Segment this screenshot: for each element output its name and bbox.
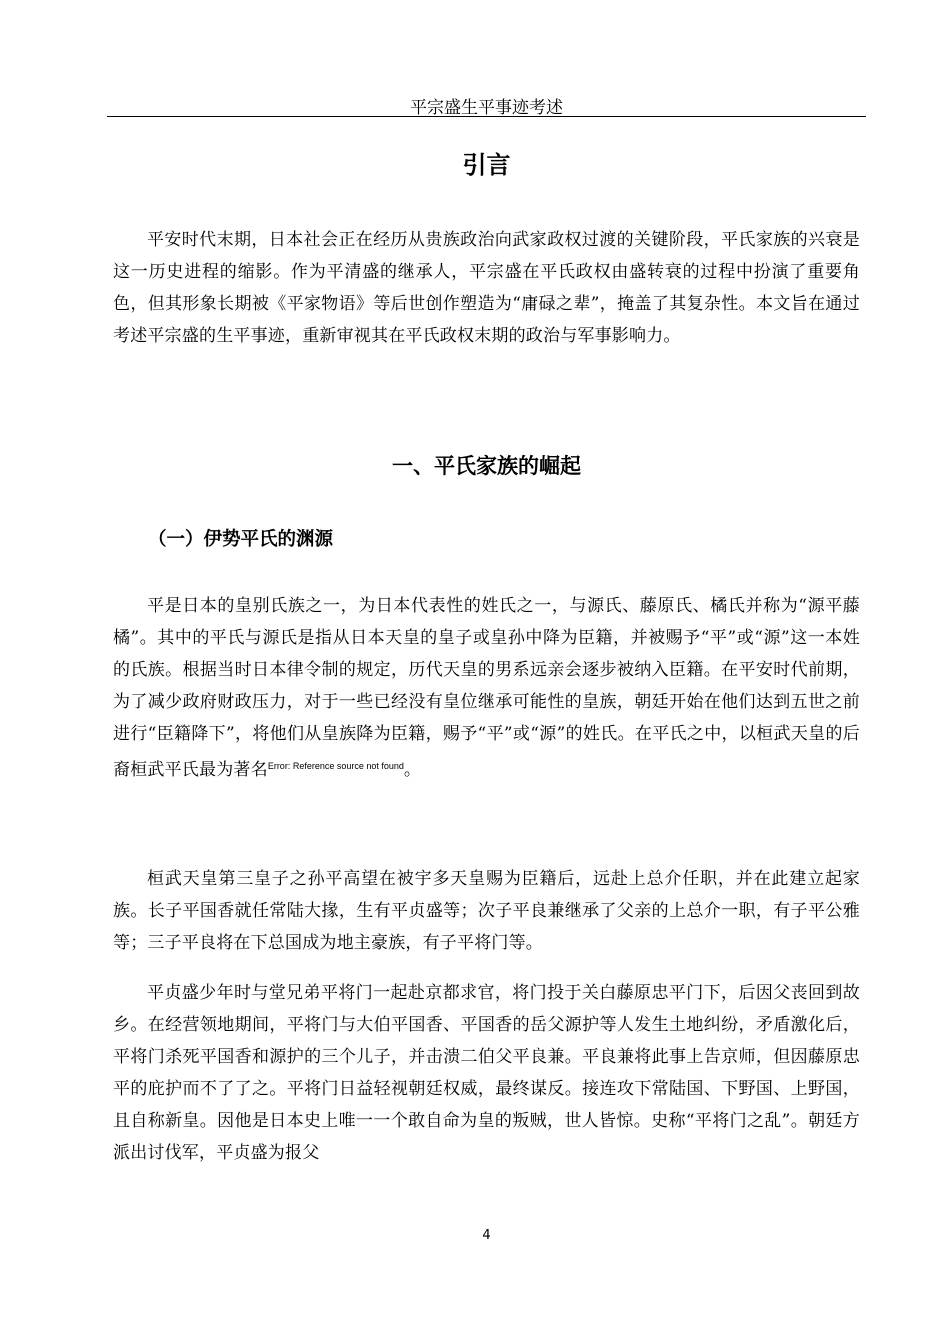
running-header: 平宗盛生平事迹考述: [410, 98, 563, 118]
page-title: 引言: [462, 151, 511, 179]
body-paragraph-1-text: 平是日本的皇别氏族之一，为日本代表性的姓氏之一，与源氏、藤原氏、橘氏并称为“源平藤橘”。其中的平氏与源氏是指从日本天皇的皇子或皇孙中降为臣籍，并被赐予“平”或“源”这一本姓的氏族。根据当时日本律令制的规定，历代天皇的男系远亲会逐步被纳入臣籍。在平安时代前期，为了减少政府财政压力，对于一些已经没有皇位继承可能性的皇族，朝廷开始在他们达到五世之前进行“臣籍降下”，将他们从皇族降为臣籍，赐予“平”或“源”的姓氏。在平氏之中，以桓武天皇的后裔桓武平氏最为著名: [113, 596, 860, 780]
body-paragraph-3: 平贞盛少年时与堂兄弟平将门一起赴京都求官，将门投于关白藤原忠平门下，后因父丧回到故乡。在经营领地期间，平将门与大伯平国香、平国香的岳父源护等人发生土地纠纷，矛盾激化后，平将门杀死平国香和源护的三个儿子，并击溃二伯父平良兼。平良兼将此事上告京师，但因藤原忠平的庇护而不了了之。平将门日益轻视朝廷权威，最终谋反。接连攻下常陆国、下野国、上野国，且自称新皇。因他是日本史上唯一一个敢自命为皇的叛贼，世人皆惊。史称“平将门之乱”。朝廷方派出讨伐军，平贞盛为报父: [113, 983, 860, 1163]
intro-paragraph: 平安时代末期，日本社会正在经历从贵族政治向武家政权过渡的关键阶段，平氏家族的兴衰是这一历史进程的缩影。作为平清盛的继承人，平宗盛在平氏政权由盛转衰的过程中扮演了重要角色，但其形象长期被《平家物语》等后世创作塑造为“庸碌之辈”，掩盖了其复杂性。本文旨在通过考述平宗盛的生平事迹，重新审视其在平氏政权末期的政治与军事影响力。: [113, 230, 860, 346]
body-paragraph-2: 桓武天皇第三皇子之孙平高望在被宇多天皇赐为臣籍后，远赴上总介任职，并在此建立起家族。长子平国香就任常陆大掾，生有平贞盛等；次子平良兼继承了父亲的上总介一职，有子平公雅等；三子平良将在下总国成为地主豪族，有子平将门等。: [113, 869, 860, 953]
body-paragraph-1: [113, 590, 860, 786]
reference-error-note: Error: Reference source not found: [267, 761, 404, 771]
subsection-heading: （一）伊势平氏的渊源: [148, 529, 334, 550]
section-heading: 一、平氏家族的崛起: [392, 454, 581, 478]
header-rule: [107, 116, 866, 117]
page-number: 4: [482, 1228, 491, 1243]
body-paragraph-1-end: 。: [403, 760, 422, 780]
